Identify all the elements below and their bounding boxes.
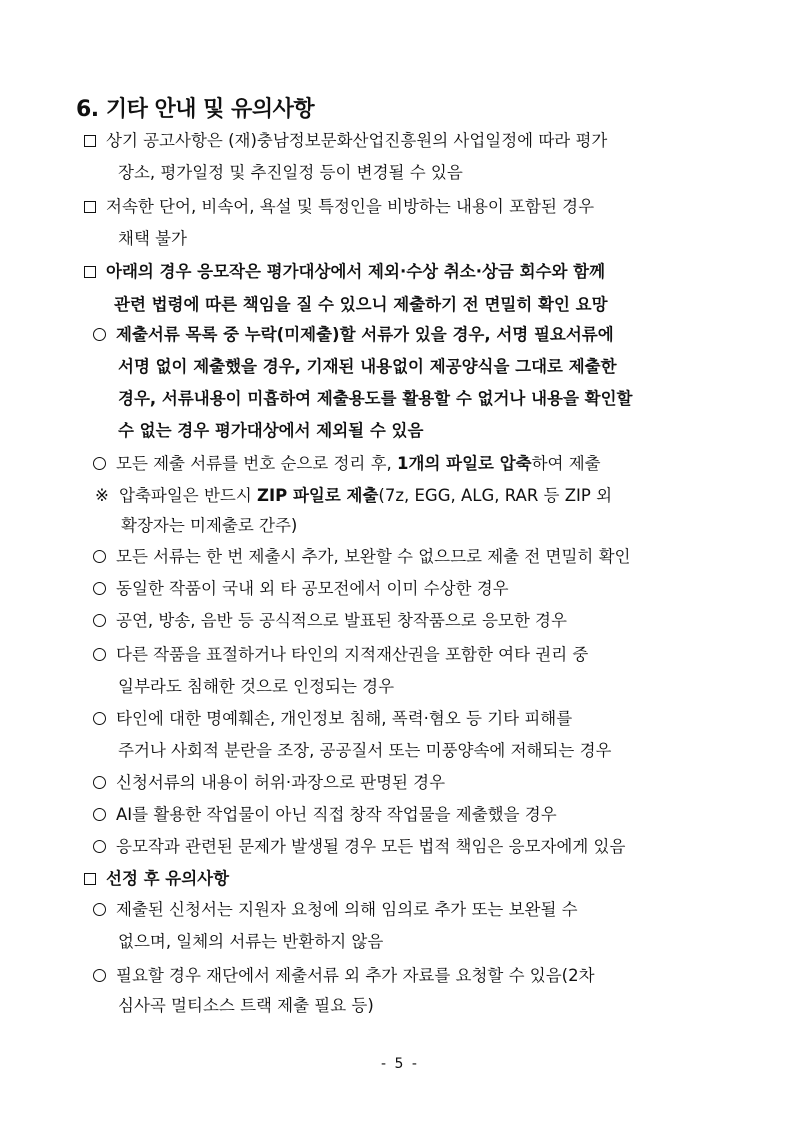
- circle-bullet-icon: [93, 969, 106, 982]
- exclusion-item: AI를 활용한 작업물이 아닌 직접 창작 작업물을 제출했을 경우: [93, 804, 557, 826]
- circle-bullet-icon: [93, 840, 106, 853]
- exclusion-item: 모든 제출 서류를 번호 순으로 정리 후, 1개의 파일로 압축하여 제출: [93, 453, 601, 475]
- circle-bullet-icon: [93, 808, 106, 821]
- exclusion-item: 모든 서류는 한 번 제출시 추가, 보완할 수 없으므로 제출 전 면밀히 확인: [93, 546, 630, 568]
- exclusion-item-continued: 주거나 사회적 분란을 조장, 공공질서 또는 미풍양속에 저해되는 경우: [118, 741, 612, 760]
- exclusion-item: 공연, 방송, 음반 등 공식적으로 발표된 창작품으로 응모한 경우: [93, 610, 567, 632]
- circle-bullet-icon: [93, 614, 106, 627]
- notice-item-continued: 장소, 평가일정 및 추진일정 등이 변경될 수 있음: [118, 163, 463, 182]
- exclusion-item: 응모작과 관련된 문제가 발생될 경우 모든 법적 책임은 응모자에게 있음: [93, 836, 625, 858]
- checkbox-square-icon: [84, 135, 96, 147]
- circle-bullet-icon: [93, 457, 106, 470]
- exclusion-item-continued: 경우, 서류내용이 미흡하여 제출용도를 활용할 수 없거나 내용을 확인할: [118, 389, 633, 408]
- post-selection-item: 제출된 신청서는 지원자 요청에 의해 임의로 추가 또는 보완될 수: [93, 899, 578, 921]
- circle-bullet-icon: [93, 776, 106, 789]
- reference-note-continued: 확장자는 미제출로 간주): [121, 516, 298, 535]
- exclusion-item: 동일한 작품이 국내 외 타 공모전에서 이미 수상한 경우: [93, 578, 509, 600]
- exclusion-item: 다른 작품을 표절하거나 타인의 지적재산권을 포함한 여타 권리 중: [93, 644, 588, 666]
- checkbox-square-icon: [84, 873, 96, 885]
- checkbox-square-icon: [84, 266, 96, 278]
- circle-bullet-icon: [93, 328, 106, 341]
- circle-bullet-icon: [93, 550, 106, 563]
- exclusion-item-continued: 수 없는 경우 평가대상에서 제외될 수 있음: [118, 421, 424, 440]
- exclusion-item-continued: 일부라도 침해한 것으로 인정되는 경우: [118, 677, 395, 696]
- notice-item-exclusion: 아래의 경우 응모작은 평가대상에서 제외·수상 취소·상금 회수와 함께: [84, 261, 605, 283]
- notice-item: 상기 공고사항은 (재)충남정보문화산업진흥원의 사업일정에 따라 평가: [84, 130, 607, 152]
- reference-note: ※ 압축파일은 반드시 ZIP 파일로 제출(7z, EGG, ALG, RAR 등 ZIP 외: [95, 486, 613, 505]
- circle-bullet-icon: [93, 582, 106, 595]
- notice-item: 저속한 단어, 비속어, 욕설 및 특정인을 비방하는 내용이 포함된 경우: [84, 196, 594, 218]
- checkbox-square-icon: [84, 201, 96, 213]
- notice-item-continued: 관련 법령에 따른 책임을 질 수 있으니 제출하기 전 면밀히 확인 요망: [114, 295, 608, 314]
- post-selection-heading: 선정 후 유의사항: [84, 868, 229, 890]
- section-heading: 6. 기타 안내 및 유의사항: [76, 97, 315, 122]
- post-selection-item: 필요할 경우 재단에서 제출서류 외 추가 자료를 요청할 수 있음(2차: [93, 965, 595, 987]
- circle-bullet-icon: [93, 903, 106, 916]
- post-selection-item-continued: 심사곡 멀티소스 트랙 제출 필요 등): [118, 996, 374, 1015]
- circle-bullet-icon: [93, 712, 106, 725]
- exclusion-item: 신청서류의 내용이 허위·과장으로 판명된 경우: [93, 772, 445, 794]
- post-selection-item-continued: 없으며, 일체의 서류는 반환하지 않음: [118, 932, 384, 951]
- circle-bullet-icon: [93, 648, 106, 661]
- exclusion-item: 제출서류 목록 중 누락(미제출)할 서류가 있을 경우, 서명 필요서류에: [93, 324, 614, 346]
- reference-mark-icon: ※: [95, 486, 109, 505]
- exclusion-item: 타인에 대한 명예훼손, 개인정보 침해, 폭력·혐오 등 기타 피해를: [93, 708, 572, 730]
- notice-item-continued: 채택 불가: [118, 229, 188, 248]
- page-number: - 5 -: [381, 1056, 419, 1072]
- exclusion-item-continued: 서명 없이 제출했을 경우, 기재된 내용없이 제공양식을 그대로 제출한: [118, 357, 617, 376]
